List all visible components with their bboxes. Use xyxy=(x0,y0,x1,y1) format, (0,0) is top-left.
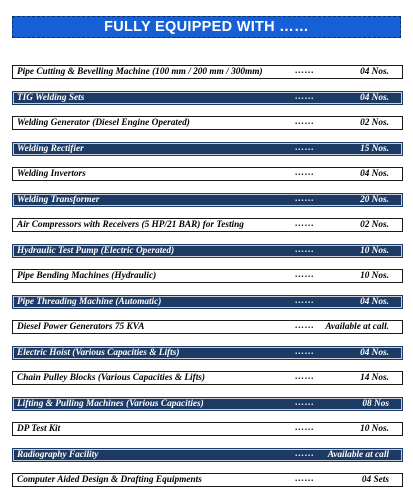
equipment-row xyxy=(12,218,403,232)
equipment-row xyxy=(12,371,403,385)
equipment-row xyxy=(12,269,403,283)
leader-dots: …… xyxy=(295,219,315,229)
equipment-row xyxy=(12,473,403,487)
equipment-quantity: 08 Nos xyxy=(362,398,389,409)
equipment-name: Welding Rectifier xyxy=(17,143,84,154)
leader-dots: …… xyxy=(295,142,315,153)
equipment-quantity: 15 Nos. xyxy=(360,143,389,154)
equipment-name: Chain Pulley Blocks (Various Capacities & Lifts) xyxy=(17,373,206,383)
equipment-row xyxy=(12,142,403,156)
leader-dots: …… xyxy=(295,193,315,204)
leader-dots: …… xyxy=(295,423,315,433)
equipment-name: Lifting & Pulling Machines (Various Capacities) xyxy=(17,398,204,409)
equipment-row xyxy=(12,320,403,334)
equipment-name: Computer Aided Design & Drafting Equipments xyxy=(17,475,202,485)
leader-dots: …… xyxy=(295,397,315,408)
equipment-name: TIG Welding Sets xyxy=(17,92,85,103)
leader-dots: …… xyxy=(295,168,315,178)
equipment-quantity: 02 Nos. xyxy=(360,220,389,230)
leader-dots: …… xyxy=(295,91,315,102)
equipment-name: DP Test Kit xyxy=(17,424,61,434)
equipment-row xyxy=(12,448,403,462)
equipment-row xyxy=(12,193,403,207)
equipment-quantity: 14 Nos. xyxy=(360,373,389,383)
equipment-row xyxy=(12,346,403,360)
leader-dots: …… xyxy=(295,270,315,280)
equipment-name: Pipe Bending Machines (Hydraulic) xyxy=(17,271,157,281)
equipment-name: Welding Invertors xyxy=(17,169,86,179)
equipment-name: Pipe Cutting & Bevelling Machine (100 mm / 200 mm / 300mm) xyxy=(17,67,263,77)
equipment-name: Air Compressors with Receivers (5 HP/21 BAR) for Testing xyxy=(17,220,244,230)
leader-dots: …… xyxy=(295,474,315,484)
equipment-name: Welding Transformer xyxy=(17,194,100,205)
equipment-name: Radiography Facility xyxy=(17,449,99,460)
equipment-quantity: 04 Nos. xyxy=(360,296,389,307)
equipment-quantity: 04 Nos. xyxy=(360,92,389,103)
equipment-quantity: 04 Nos. xyxy=(360,169,389,179)
equipment-name: Welding Generator (Diesel Engine Operated) xyxy=(17,118,190,128)
leader-dots: …… xyxy=(295,346,315,357)
leader-dots: …… xyxy=(295,372,315,382)
equipment-row xyxy=(12,91,403,105)
equipment-quantity: 04 Sets xyxy=(361,475,389,485)
equipment-row xyxy=(12,244,403,258)
leader-dots: …… xyxy=(295,244,315,255)
equipment-list xyxy=(12,65,403,499)
equipment-name: Pipe Threading Machine (Automatic) xyxy=(17,296,162,307)
equipment-row xyxy=(12,116,403,130)
equipment-quantity: Available at call xyxy=(327,449,389,460)
equipment-row xyxy=(12,65,403,79)
equipment-quantity: 10 Nos. xyxy=(360,245,389,256)
equipment-quantity: 10 Nos. xyxy=(360,424,389,434)
equipment-quantity: 02 Nos. xyxy=(360,118,389,128)
equipment-name: Hydraulic Test Pump (Electric Operated) xyxy=(17,245,175,256)
equipment-quantity: 20 Nos. xyxy=(360,194,389,205)
equipment-row xyxy=(12,167,403,181)
page-title: FULLY EQUIPPED WITH …… xyxy=(12,16,401,38)
equipment-quantity: 04 Nos. xyxy=(360,67,389,77)
leader-dots: …… xyxy=(295,66,315,76)
equipment-row xyxy=(12,295,403,309)
equipment-row xyxy=(12,422,403,436)
equipment-name: Electric Hoist (Various Capacities & Lifts) xyxy=(17,347,180,358)
leader-dots: …… xyxy=(295,448,315,459)
equipment-name: Diesel Power Generators 75 KVA xyxy=(17,322,145,332)
leader-dots: …… xyxy=(295,295,315,306)
leader-dots: …… xyxy=(295,117,315,127)
equipment-row xyxy=(12,397,403,411)
equipment-quantity: 04 Nos. xyxy=(360,347,389,358)
equipment-quantity: 10 Nos. xyxy=(360,271,389,281)
leader-dots: …… xyxy=(295,321,315,331)
equipment-quantity: Available at call. xyxy=(325,322,389,332)
